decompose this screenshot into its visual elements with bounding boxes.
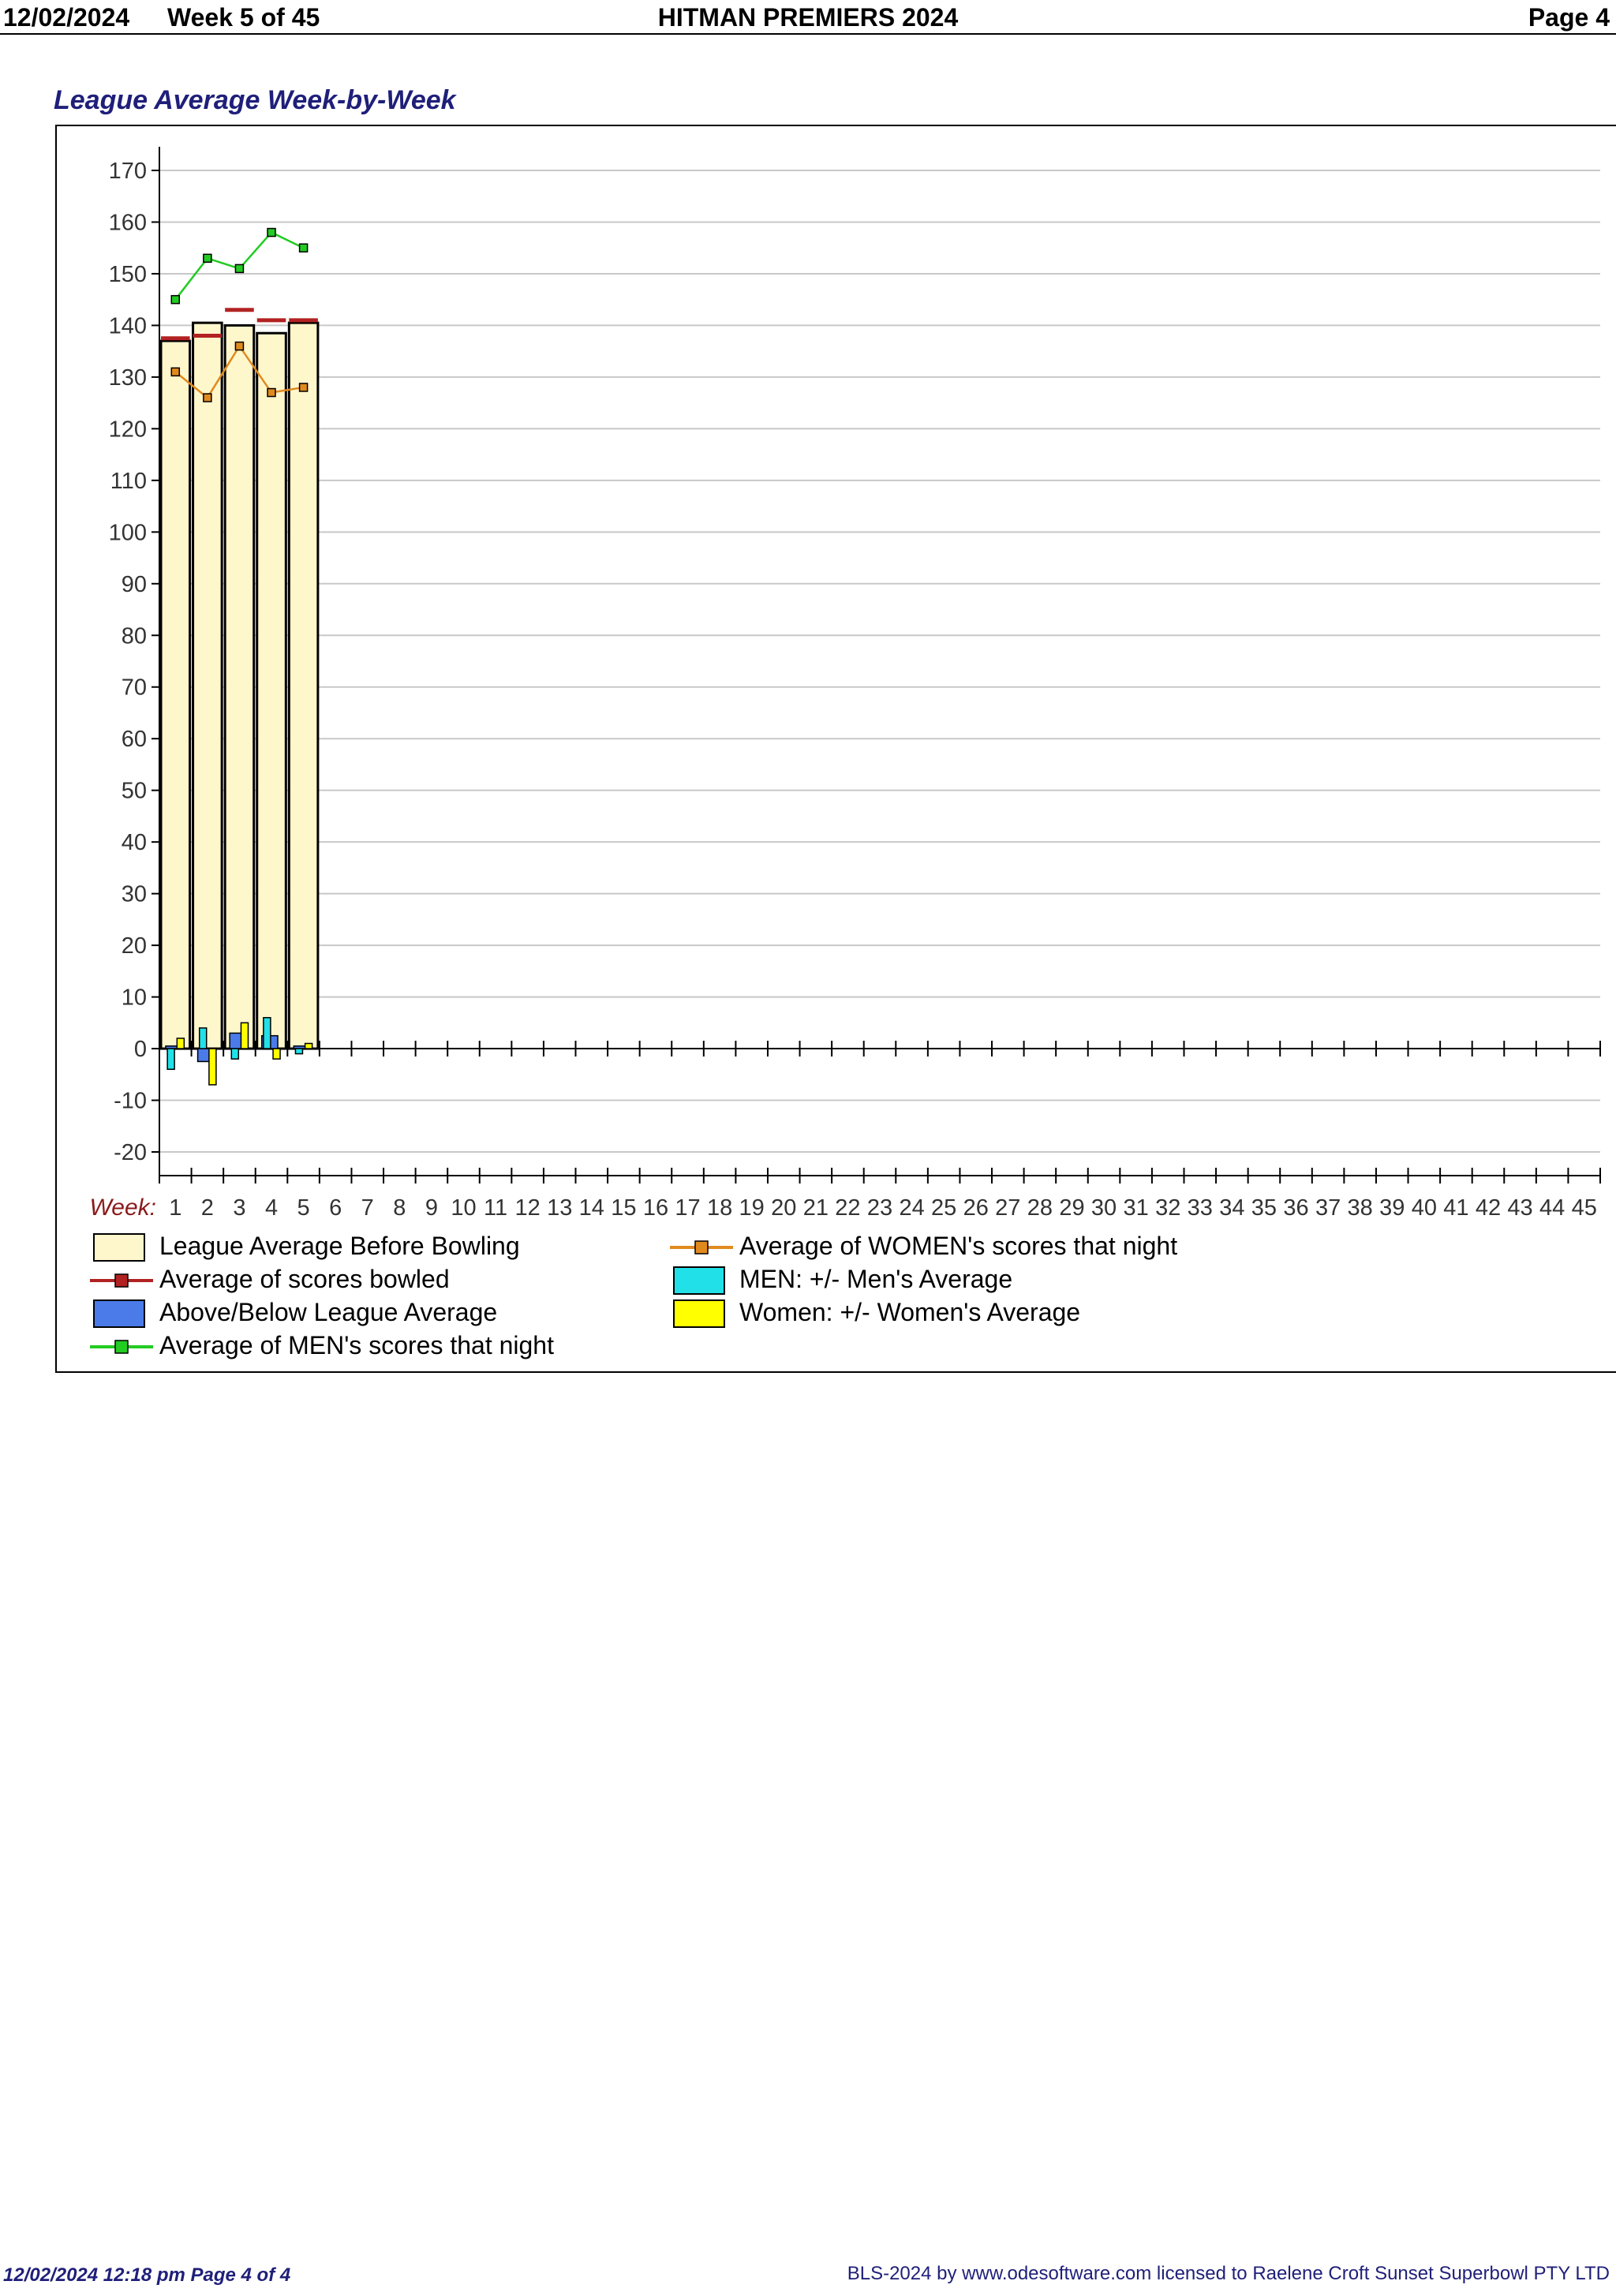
y-tick-label: 70 [121, 675, 147, 701]
legend-swatch-marker [115, 1274, 128, 1287]
x-tick-label: 44 [1539, 1195, 1566, 1221]
legend-swatch-marker [115, 1341, 128, 1353]
bar-women-plus-minus [273, 1049, 280, 1059]
x-tick-label: 17 [675, 1195, 701, 1221]
x-tick-label: 35 [1251, 1195, 1277, 1221]
series-women-point [204, 394, 211, 402]
y-tick-label: -20 [114, 1140, 147, 1165]
x-tick-label: 13 [547, 1195, 573, 1221]
series-women-point [267, 389, 275, 397]
chart-svg [57, 126, 1616, 1371]
x-tick-label: 14 [578, 1195, 604, 1221]
legend-swatch [674, 1267, 724, 1294]
x-tick-label: 27 [995, 1195, 1021, 1221]
bar-women-plus-minus [305, 1044, 312, 1049]
series-men-point [171, 296, 179, 304]
x-tick-label: 23 [866, 1195, 893, 1221]
legend-swatch [94, 1300, 144, 1327]
y-tick-label: 170 [108, 159, 147, 184]
x-tick-label: 40 [1411, 1195, 1437, 1221]
x-tick-label: 28 [1027, 1195, 1053, 1221]
bar-men-plus-minus [231, 1049, 238, 1059]
x-tick-label: 38 [1347, 1195, 1373, 1221]
x-tick-label: 9 [425, 1195, 438, 1221]
legend-swatch [674, 1300, 724, 1327]
y-tick-label: 90 [121, 571, 147, 597]
y-tick-label: 120 [108, 417, 147, 443]
y-tick-label: 40 [121, 830, 147, 856]
header-rule [0, 33, 1616, 35]
bar-league-average [193, 323, 223, 1049]
legend-swatch-marker [695, 1241, 708, 1254]
x-tick-label: 22 [835, 1195, 861, 1221]
x-tick-label: 32 [1155, 1195, 1181, 1221]
x-tick-label: 3 [233, 1195, 246, 1221]
legend-label: MEN: +/- Men's Average [739, 1265, 1013, 1293]
x-tick-label: 45 [1571, 1195, 1597, 1221]
series-women-point [300, 383, 308, 391]
x-tick-label: 11 [484, 1195, 508, 1221]
legend-label: Average of scores bowled [159, 1265, 450, 1293]
x-axis-title: Week: [89, 1195, 156, 1221]
x-tick-label: 2 [200, 1195, 214, 1221]
x-tick-label: 19 [739, 1195, 765, 1221]
series-women-point [171, 368, 179, 376]
legend-label: Above/Below League Average [159, 1298, 498, 1326]
x-tick-label: 18 [706, 1195, 733, 1221]
x-tick-label: 16 [642, 1195, 669, 1221]
y-tick-label: 0 [133, 1037, 147, 1063]
x-tick-label: 43 [1507, 1195, 1533, 1221]
bar-league-average [257, 333, 286, 1049]
bar-league-average [161, 341, 190, 1049]
x-tick-label: 5 [297, 1195, 310, 1221]
series-women-point [235, 342, 243, 350]
x-tick-label: 21 [802, 1195, 829, 1221]
y-tick-label: 100 [108, 520, 147, 546]
header-week: Week 5 of 45 [167, 3, 320, 32]
x-tick-label: 15 [611, 1195, 637, 1221]
y-tick-label: 50 [121, 778, 147, 804]
bar-men-plus-minus [167, 1049, 174, 1069]
legend-label: League Average Before Bowling [159, 1232, 520, 1260]
y-tick-label: 140 [108, 313, 147, 339]
series-men-point [204, 254, 211, 262]
x-tick-label: 12 [514, 1195, 541, 1221]
x-tick-label: 29 [1059, 1195, 1085, 1221]
chart-frame [55, 125, 1616, 1373]
footer-right: BLS-2024 by www.odesoftware.com licensed to Raelene Croft Sunset Superbowl PTY LTD [847, 2263, 1610, 2284]
y-tick-label: 130 [108, 365, 147, 391]
legend-label: Average of MEN's scores that night [159, 1331, 554, 1359]
footer-left: 12/02/2024 12:18 pm Page 4 of 4 [3, 2264, 291, 2286]
bar-men-plus-minus [295, 1049, 302, 1054]
y-tick-label: 10 [121, 985, 147, 1011]
bar-men-plus-minus [200, 1028, 207, 1049]
x-tick-label: 42 [1475, 1195, 1502, 1221]
x-tick-label: 7 [361, 1195, 374, 1221]
x-tick-label: 8 [393, 1195, 406, 1221]
series-men-point [267, 229, 275, 237]
x-tick-label: 34 [1219, 1195, 1245, 1221]
x-tick-label: 41 [1443, 1195, 1469, 1221]
bar-league-average [225, 325, 254, 1049]
y-tick-label: 110 [110, 468, 147, 494]
series-men-point [235, 264, 243, 272]
y-tick-label: 150 [108, 261, 147, 287]
header-date: 12/02/2024 [3, 3, 130, 32]
bar-women-plus-minus [241, 1023, 248, 1049]
y-tick-label: 80 [121, 623, 147, 649]
y-tick-label: 160 [108, 210, 147, 236]
y-tick-label: -10 [114, 1088, 147, 1114]
x-tick-label: 4 [264, 1195, 279, 1221]
y-tick-label: 30 [121, 881, 147, 907]
header-page: Page 4 [1528, 3, 1610, 32]
bar-women-plus-minus [177, 1038, 184, 1049]
header-title: HITMAN PREMIERS 2024 [657, 3, 959, 32]
y-tick-label: 20 [121, 933, 147, 959]
x-tick-label: 6 [329, 1195, 342, 1221]
legend-swatch [94, 1234, 144, 1261]
x-tick-label: 37 [1315, 1195, 1341, 1221]
series-men-point [300, 244, 308, 252]
x-tick-label: 26 [963, 1195, 989, 1221]
x-tick-label: 20 [771, 1195, 797, 1221]
x-tick-label: 30 [1090, 1195, 1117, 1221]
x-tick-label: 39 [1379, 1195, 1405, 1221]
bar-league-average [289, 323, 318, 1049]
legend-label: Average of WOMEN's scores that night [739, 1232, 1178, 1260]
bar-women-plus-minus [209, 1049, 216, 1085]
x-tick-label: 31 [1123, 1195, 1149, 1221]
bar-men-plus-minus [264, 1018, 271, 1049]
x-tick-label: 25 [931, 1195, 957, 1221]
x-tick-label: 10 [451, 1195, 477, 1221]
x-tick-label: 36 [1283, 1195, 1309, 1221]
x-tick-label: 24 [899, 1195, 925, 1221]
x-tick-label: 33 [1187, 1195, 1213, 1221]
x-tick-label: 1 [169, 1195, 182, 1221]
chart-title: League Average Week-by-Week [54, 85, 456, 115]
legend-label: Women: +/- Women's Average [739, 1298, 1081, 1326]
y-tick-label: 60 [121, 727, 147, 753]
